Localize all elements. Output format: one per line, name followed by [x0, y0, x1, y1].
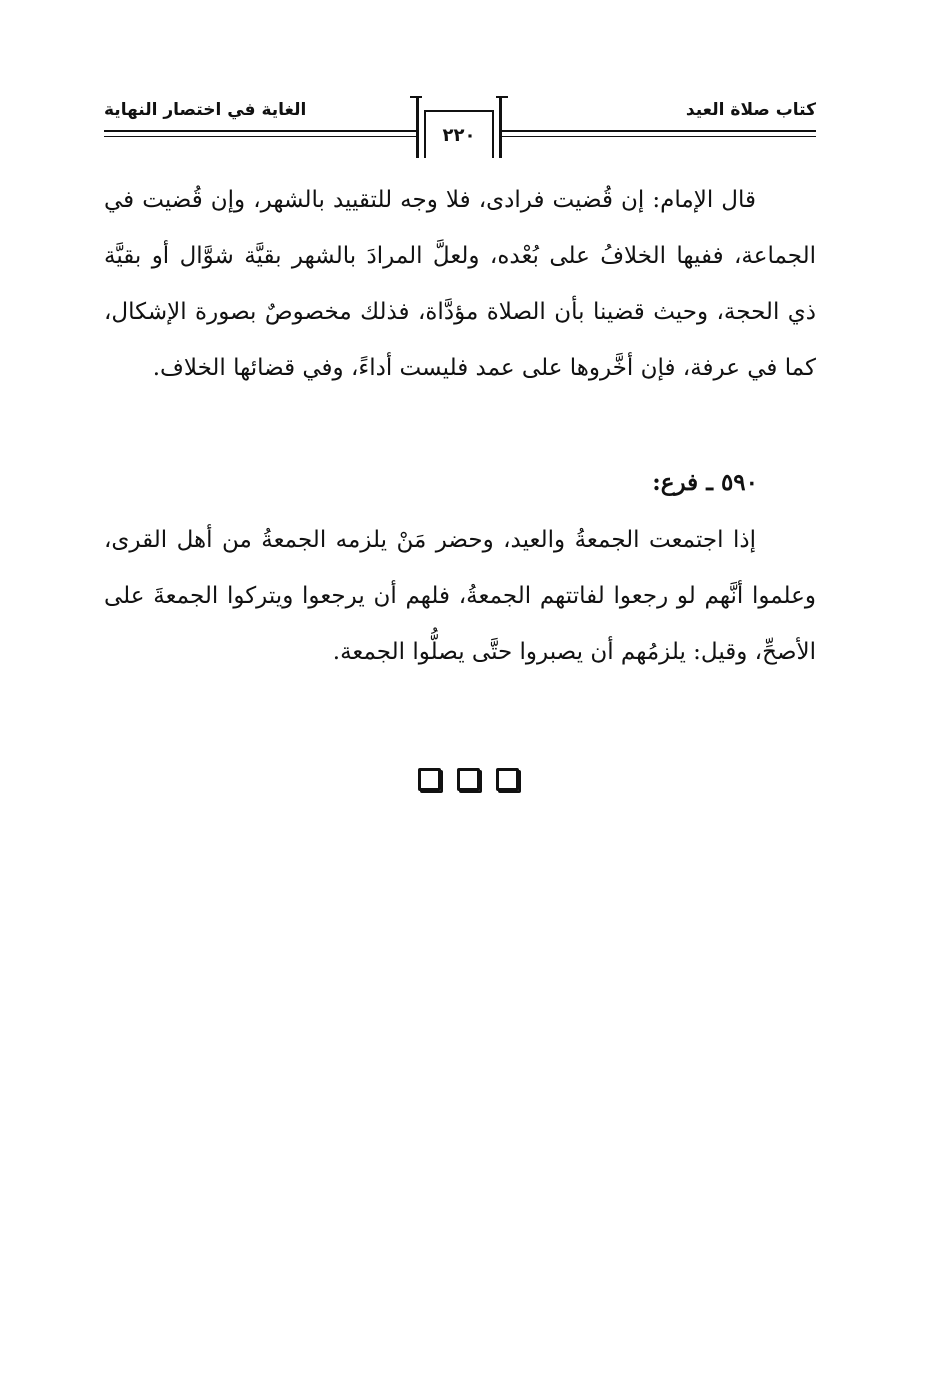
- paragraph-imam-opinion: قال الإمام: إن قُضيت فرادى، فلا وجه للتقييد بالشهر، وإن قُضيت في الجماعة، ففيها الخلافُ على بُعْده، ولعلَّ المرادَ بالشهر بقيَّة شوَّال أو بقيَّة ذي الحجة، وحيث قضينا بأن الصلاة مؤدَّاة، فذلك مخصوصٌ بصورة الإشكال، كما في عرفة، فإن أخَّروها على عمد فليست أداءً، وفي قضائها الخلاف.: [104, 187, 816, 381]
- section-end-marks: [418, 768, 519, 791]
- chapter-title: كتاب صلاة العيد: [685, 100, 816, 120]
- page-number-frame: [416, 96, 502, 158]
- end-square-icon: [418, 768, 441, 791]
- paragraph-jumuah-eid: إذا اجتمعت الجمعةُ والعيد، وحضر مَنْ يلزمه الجمعةُ من أهل القرى، وعلموا أنَّهم لو رجعوا لفاتتهم الجمعةُ، فلهم أن يرجعوا ويتركوا الجمعةَ على الأصحِّ، وقيل: يلزمُهم أن يصبروا حتَّى يصلُّوا الجمعة.: [104, 527, 816, 665]
- page-number: ٢٢٠: [424, 110, 494, 158]
- end-square-icon: [496, 768, 519, 791]
- section-heading: ٥٩٠ ـ فرع:: [652, 469, 758, 496]
- end-square-icon: [457, 768, 480, 791]
- book-title: الغاية في اختصار النهاية: [104, 100, 307, 120]
- page-header: [104, 96, 816, 158]
